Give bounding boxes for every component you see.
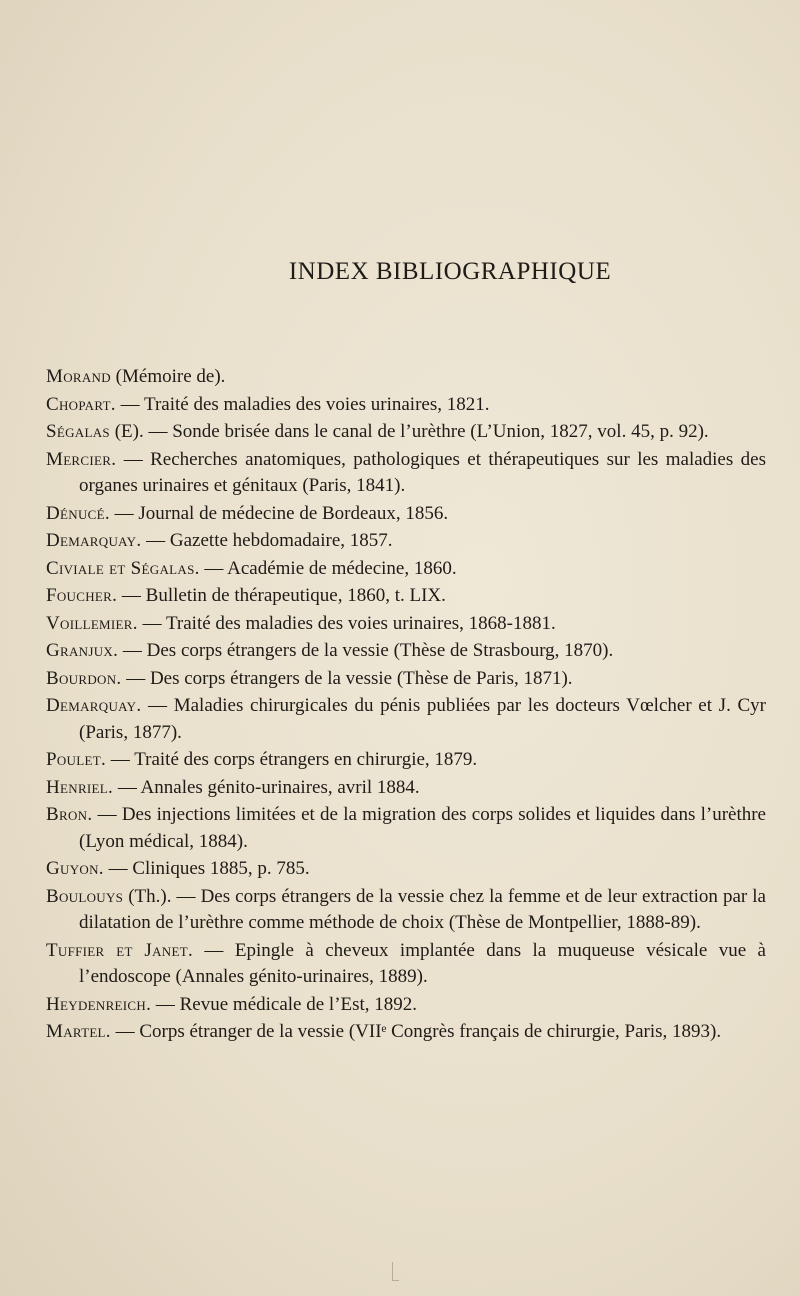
entry-text: — Revue médicale de l’Est, 1892. [151, 993, 418, 1015]
bibliography-entry [46, 556, 766, 583]
entry-text: (E). — Sonde brisée dans le canal de l’urèthre (L’Union, 1827, vol. 45, p. 92). [109, 421, 709, 442]
entry-text: — Gazette hebdomadaire, 1857. [141, 530, 393, 551]
entry-author: Bron. [46, 804, 93, 825]
entry-author: Boulouys [46, 885, 124, 907]
entry-text: — Corps étranger de la vessie (VIIᵉ Congrès français de chirurgie, Paris, 1893). [110, 1021, 722, 1042]
entry-text: — Traité des maladies des voies urinaires, 1868-1881. [137, 612, 556, 634]
bibliography-entry [46, 884, 766, 937]
entry-text: — Annales génito-urinaires, avril 1884. [113, 776, 420, 798]
entry-author: Foucher. [46, 585, 118, 606]
entry-author: Heydenreich. [46, 993, 152, 1015]
entry-text: — Cliniques 1885, p. 785. [103, 858, 310, 879]
page-corner-mark [392, 1262, 399, 1281]
entry-author: Demarquay. [46, 695, 142, 716]
entry-text: — Bulletin de thérapeutique, 1860, t. LIX. [117, 585, 446, 606]
bibliography-list [46, 364, 766, 1047]
entry-text: — Des corps étrangers de la vessie (Thèse de Paris, 1871). [121, 667, 573, 689]
bibliography-entry [46, 528, 766, 555]
entry-author: Voillemier. [46, 612, 138, 634]
bibliography-entry [46, 638, 766, 665]
entry-author: Bourdon. [46, 667, 122, 689]
entry-text: — Maladies chirurgicales du pénis publiées par les docteurs Vœlcher et J. Cyr (Paris, 1877). [79, 695, 766, 743]
entry-text: — Des corps étrangers de la vessie (Thèse de Strasbourg, 1870). [118, 640, 614, 661]
entry-author: Guyon. [46, 858, 104, 879]
bibliography-entry [46, 583, 766, 610]
bibliography-entry [46, 392, 766, 419]
entry-author: Dénucé. [46, 502, 110, 524]
bibliography-entry [46, 1019, 766, 1046]
bibliography-entry [46, 775, 766, 802]
entry-text: — Journal de médecine de Bordeaux, 1856. [109, 502, 449, 524]
entry-text: (Mémoire de). [110, 366, 226, 387]
entry-text: — Recherches anatomiques, pathologiques et thérapeutiques sur les maladies des organes urinaires et génitaux (Paris, 1841). [79, 448, 766, 496]
entry-text: — Académie de médecine, 1860. [199, 557, 457, 579]
entry-text: — Traité des maladies des voies urinaires, 1821. [115, 393, 490, 415]
entry-author: Mercier. [46, 448, 117, 470]
entry-author: Chopart. [46, 393, 116, 415]
bibliography-entry [46, 419, 766, 446]
entry-text: — Traité des corps étrangers en chirurgie, 1879. [106, 749, 478, 770]
bibliography-entry [46, 992, 766, 1019]
entry-text: (Th.). — Des corps étrangers de la vessie chez la femme et de leur extraction par la dilatation de l’urèthre comme méthode de choix (Thèse de Montpellier, 1888-89). [79, 885, 766, 933]
entry-author: Granjux. [46, 640, 119, 661]
bibliography-entry [46, 447, 766, 500]
bibliography-entry [46, 611, 766, 638]
bibliography-entry [46, 693, 766, 746]
entry-author: Demarquay. [46, 530, 142, 551]
entry-author: Martel. [46, 1021, 111, 1042]
bibliography-entry [46, 364, 766, 391]
entry-author: Ségalas [46, 421, 110, 442]
entry-text: — Des injections limitées et de la migration des corps solides et liquides dans l’urèthre (Lyon médical, 1884). [79, 804, 766, 852]
bibliography-entry [46, 802, 766, 855]
bibliography-entry [46, 747, 766, 774]
bibliography-entry [46, 666, 766, 693]
entry-author: Morand [46, 366, 111, 387]
entry-author: Civiale et Ségalas. [46, 557, 200, 579]
entry-author: Poulet. [46, 749, 107, 770]
entry-text: — Epingle à cheveux implantée dans la muqueuse vésicale vue à l’endoscope (Annales génito-urinaires, 1889). [79, 939, 766, 987]
page-title: INDEX BIBLIOGRAPHIQUE [288, 258, 612, 285]
bibliography-entry [46, 501, 766, 528]
bibliography-entry [46, 938, 766, 991]
entry-author: Henriel. [46, 776, 114, 798]
entry-author: Tuffier et Janet. [46, 939, 194, 961]
bibliography-entry [46, 856, 766, 883]
